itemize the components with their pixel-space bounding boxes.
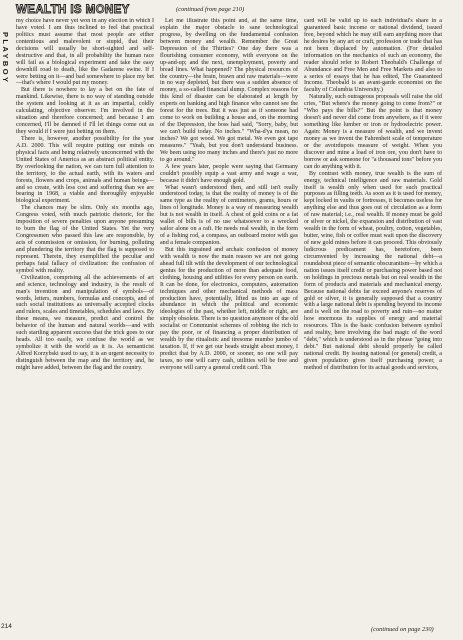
continued-from-note: (continued from page 210) bbox=[176, 6, 245, 13]
page-number: 214 bbox=[1, 623, 12, 630]
paragraph: card will be valid up to each individual's share in a guaranteed basic income or national dividend, issued free, beyond which he may still earn anything more that he desires by any art or craft, profession or trade that has not been displaced by automation. (For detailed information on the mechanics of such an economy, the reader should refer to Robert Theobald's Challenge of Abundance and Free Men and Free Markets and also to a series of essays that he has edited, The Guaranteed Income. Theobald is an avant-garde economist on the faculty of Columbia University.) bbox=[304, 18, 442, 94]
magazine-name: PLAYBOY bbox=[1, 32, 10, 85]
paragraph: But there is nowhere to lay a bet on the fate of mankind. Likewise, there is no way of standing outside the system and looking at it as an impartial, coldly calculating, objective observer. I'm involved in the situation and therefore concerned; and because I am concerned, I'll be damned if I'll let things come out as they would if I were just betting on them. bbox=[16, 87, 154, 135]
article-header bbox=[16, 2, 456, 18]
paragraph: Naturally, such outrageous proposals will raise the old cries, "But where's the money going to come from?" or "Who pays the bills?" But the point is that money doesn't and never did come from anywhere, as if it were something like lumber or iron or hydroelectric power. Again: Money is a measure of wealth, and we invent money as we invent the Fahrenheit scale of temperature or the avoirdupois measure of weight. When you discover and mine a load of iron ore, you don't have to borrow or ask someone for "a thousand tons" before you can do anything with it. bbox=[304, 94, 442, 170]
continued-on-note: (continued on page 230) bbox=[371, 626, 434, 633]
text-column-3 bbox=[304, 18, 442, 623]
paragraph: my choice have never yet won in any election in which I have voted. I am thus inclined to feel that practical politics must assume that most people are either contentious and malevolent or stupid, that their decisions will usually be short-sighted and self-destructive and that, in all probability the human race will fail as a biological experiment and take the easy downhill road to death, like the Gadarene swine. If I were betting on it—and bad somewhere to place my bet—that's where I would put my money. bbox=[16, 18, 154, 87]
paragraph: What wasn't understood then, and still isn't really understood today, is that the reality of money is of the same type as the reality of centimeters, grams, hours or lines of longitude. Money is a way of measuring wealth but is not wealth in itself. A chest of gold coins or a fat wallet of bills is of no use whatsoever to a wrecked sailor alone on a raft. He needs real wealth, in the form of a fishing rod, a compass, an outboard motor with gas and a female companion. bbox=[160, 184, 298, 246]
paragraph: There is, however, another possibility for the year A.D. 2000. This will require putting our minds on physical facts and being relatively unconcerned with the United States of America as an abstract political entity. By overlooking the nation, we can turn full attention to the territory, to the actual earth, with its waters and forests, flowers and crops, animals and human beings—and so create, with less cost and suffering than we are bearing in 1968, a viable and thoroughly enjoyable biological experiment. bbox=[16, 135, 154, 205]
text-column-2 bbox=[160, 18, 298, 623]
article-headline: WEALTH IS MONEY bbox=[16, 4, 130, 16]
paragraph: But this ingrained and archaic confusion of money with wealth is now the main reason we are not going ahead full tilt with the development of our technological genius for the production of more than adequate food, clothing, housing and utilities for every person on earth. It can be done, for electronics, computers, automation techniques and other mechanical methods of mass production have, potentially, lifted us into an age of abundance in which the political and economic ideologies of the past, whether left, middle or right, are simply obsolete. There is no question anymore of the old socialist or Communist schemes of robbing the rich to pay the poor, or of financing a proper distribution of wealth by the ritualistic and tiresome mumbo jumbo of taxation. If, if we get our heads straight about money, I predict that by A.D. 2000, or sooner, no one will pay taxes, no one will carry cash, utilities will be free and everyone will carry a general credit card. This bbox=[160, 246, 298, 371]
paragraph: Civilization, comprising all the achievements of art and science, technology and industry, is the result of man's invention and manipulation of symbols—of words, letters, numbers, formulas and concepts, and of such social institutions as universally accepted clocks and rulers, scales and timetables, schedules and laws. By these means, we measure, predict and control the behavior of the human and natural worlds—and with such startling apparent success that the trick goes to our heads. All too easily, we confuse the world as we symbolize it with the world as it is. As semanticist Alfred Korzybski used to say, it is an urgent necessity to distinguish between the map and the territory and, he might have added, between the flag and the country. bbox=[16, 274, 154, 371]
text-column-1 bbox=[16, 18, 154, 623]
paragraph: A few years later, people were saying that Germany couldn't possibly equip a vast army and wage a war, because it didn't have enough gold. bbox=[160, 163, 298, 184]
paragraph: Let me illustrate this point and, at the same time, explain the major obstacle to sane technological progress, by dwelling on the fundamental confusion between money and wealth. Remember the Great Depression of the Thirties? One day there was a flourishing consumer economy, with everyone on the up-and-up; and the next, unemployment, poverty and bread lines. What happened? The physical resources of the country—the brain, brawn and raw materials—were in no way depleted, but there was a sudden absence of money, a so-called financial slump. Complex reasons for this kind of disaster can be elaborated at length by experts on banking and high finance who cannot see the forest for the trees. But it was just as if someone had come to work on building a house and, on the morning of the Depression, the boss had said, "Sorry, baby, but we can't build today. No inches." "Wha-d'ya mean, no inches? We got wood. We got metal. We even got tape measures." "Yeah, but you don't understand business. We been using too many inches and there's just no more to go around." bbox=[160, 18, 298, 163]
paragraph: By contrast with money, true wealth is the sum of energy, technical intelligence and raw materials. Gold itself is wealth only when used for such practical purposes as filling teeth. As soon as it is used for money, kept locked in vaults or fortresses, it becomes useless for anything else and thus goes out of circulation as a form of raw material; i.e., real wealth. If money must be gold or silver or nickel, the expansion and distribution of vast wealth in the form of wheat, poultry, cotton, vegetables, butter, wine, fish or coffee must wait upon the discovery of new gold mines before it can proceed. This obviously ludicrous predicament has, heretofore, been circumvented by increasing the national debt—a roundabout piece of semantic obscurantism—by which a nation issues itself credit or purchasing power based not on holdings in precious metals but on real wealth in the form of products and materials and mechanical energy. Because national debts far exceed anyone's reserves of gold or silver, it is generally supposed that a country with a large national debt is spending beyond its income and is well on the road to poverty and ruin—no matter how enormous its supplies of energy and material resources. This is the basic confusion between symbol and reality, here involving the bad magic of the word "debt," which is understood as in the phrase "going into debt." But national debt should properly be called national credit. By issuing national (or general) credit, a given population gives itself purchasing power, a method of distribution for its actual goods and services, bbox=[304, 170, 442, 371]
paragraph: The chances may be slim. Only six months ago, Congress voted, with much patriotic rhetoric, for the imposition of severe penalties upon anyone presuming to burn the flag of the United States. Yet the very Congressmen who passed this law are responsible, by acts of commission or omission, for burning, polluting and plundering the territory that the flag is supposed to represent. Therein, they exemplified the peculiar and perhaps fatal fallacy of civilization: the confusion of symbol with reality. bbox=[16, 205, 154, 274]
page-sidebar bbox=[0, 0, 13, 640]
